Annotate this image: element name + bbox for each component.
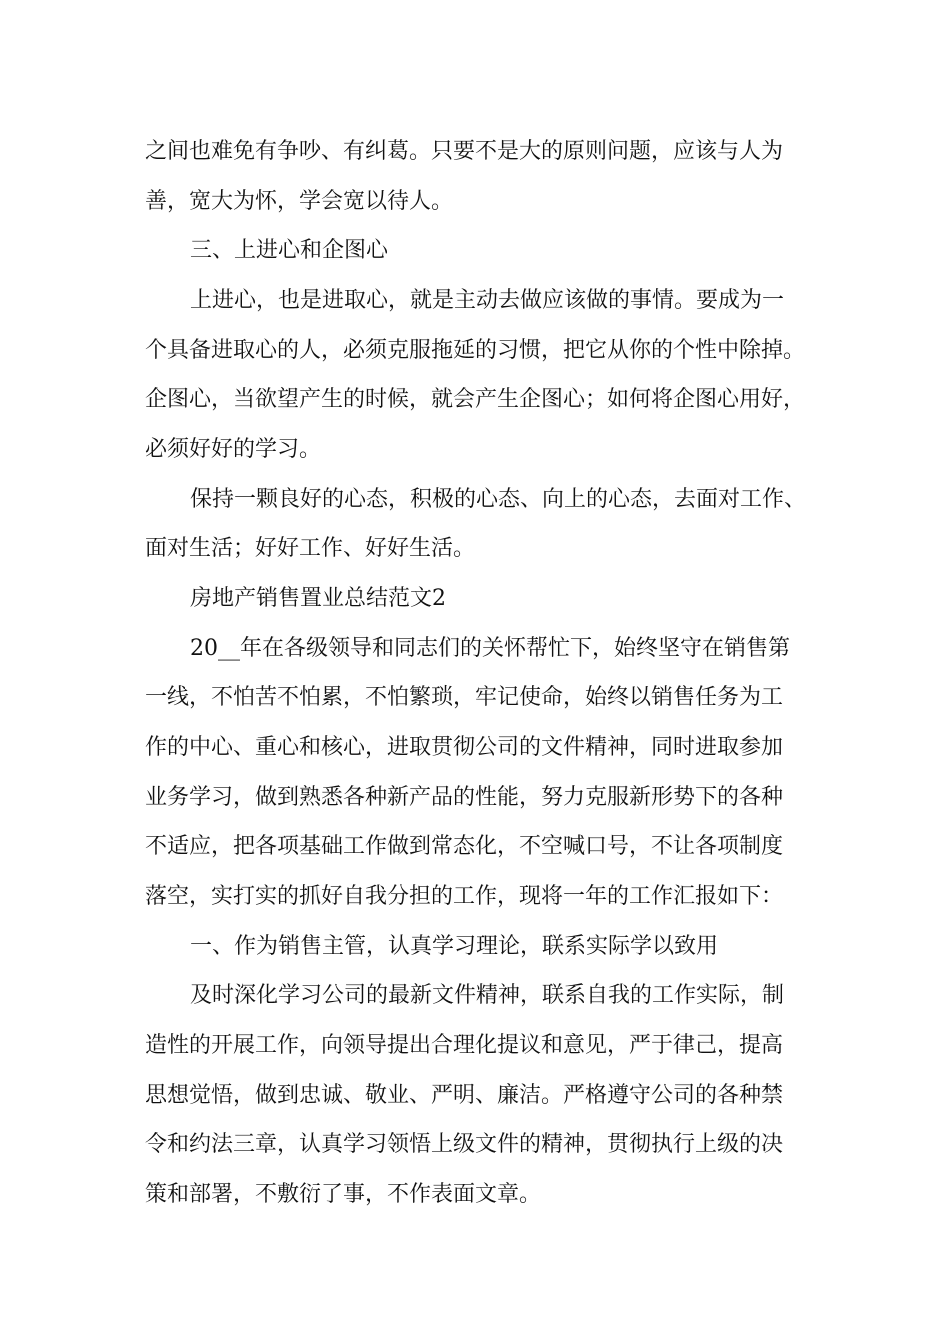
- text-line: 策和部署，不敷衍了事，不作表面文章。: [145, 1182, 542, 1207]
- text-line: 个具备进取心的人，必须克服拖延的习惯，把它从你的个性中除掉。: [145, 338, 806, 363]
- text-line: 善，宽大为怀，学会宽以待人。: [145, 189, 454, 214]
- text-line: 必须好好的学习。: [145, 437, 322, 462]
- text-line: 及时深化学习公司的最新文件精神，联系自我的工作实际，制: [190, 983, 785, 1008]
- section-heading: 一、作为销售主管，认真学习理论，联系实际学以致用: [190, 934, 719, 959]
- document-title: 房地产销售置业总结范文2: [190, 586, 446, 611]
- text-line: 令和约法三章，认真学习领悟上级文件的精神，贯彻执行上级的决: [145, 1132, 784, 1157]
- text-line: 作的中心、重心和核心，进取贯彻公司的文件精神，同时进取参加: [145, 735, 784, 760]
- text-line: 思想觉悟，做到忠诚、敬业、严明、廉洁。严格遵守公司的各种禁: [145, 1083, 784, 1108]
- text-line: 不适应，把各项基础工作做到常态化，不空喊口号，不让各项制度: [145, 834, 784, 859]
- text-line: 之间也难免有争吵、有纠葛。只要不是大的原则问题，应该与人为: [145, 139, 784, 164]
- text-line: 20__年在各级领导和同志们的关怀帮忙下，始终坚守在销售第: [190, 636, 790, 661]
- text-line: 一线，不怕苦不怕累，不怕繁琐，牢记使命，始终以销售任务为工: [145, 685, 784, 710]
- text-line: 面对生活；好好工作、好好生活。: [145, 536, 476, 561]
- text-line: 造性的开展工作，向领导提出合理化提议和意见，严于律己，提高: [145, 1033, 784, 1058]
- text-line: 上进心，也是进取心，就是主动去做应该做的事情。要成为一: [190, 288, 785, 313]
- text-line: 落空，实打实的抓好自我分担的工作，现将一年的工作汇报如下：: [145, 884, 784, 909]
- text-line: 保持一颗良好的心态，积极的心态、向上的心态，去面对工作、: [190, 487, 807, 512]
- section-heading: 三、上进心和企图心: [190, 238, 389, 263]
- text-line: 企图心，当欲望产生的时候，就会产生企图心；如何将企图心用好，: [145, 387, 806, 412]
- text-line: 业务学习，做到熟悉各种新产品的性能，努力克服新形势下的各种: [145, 785, 784, 810]
